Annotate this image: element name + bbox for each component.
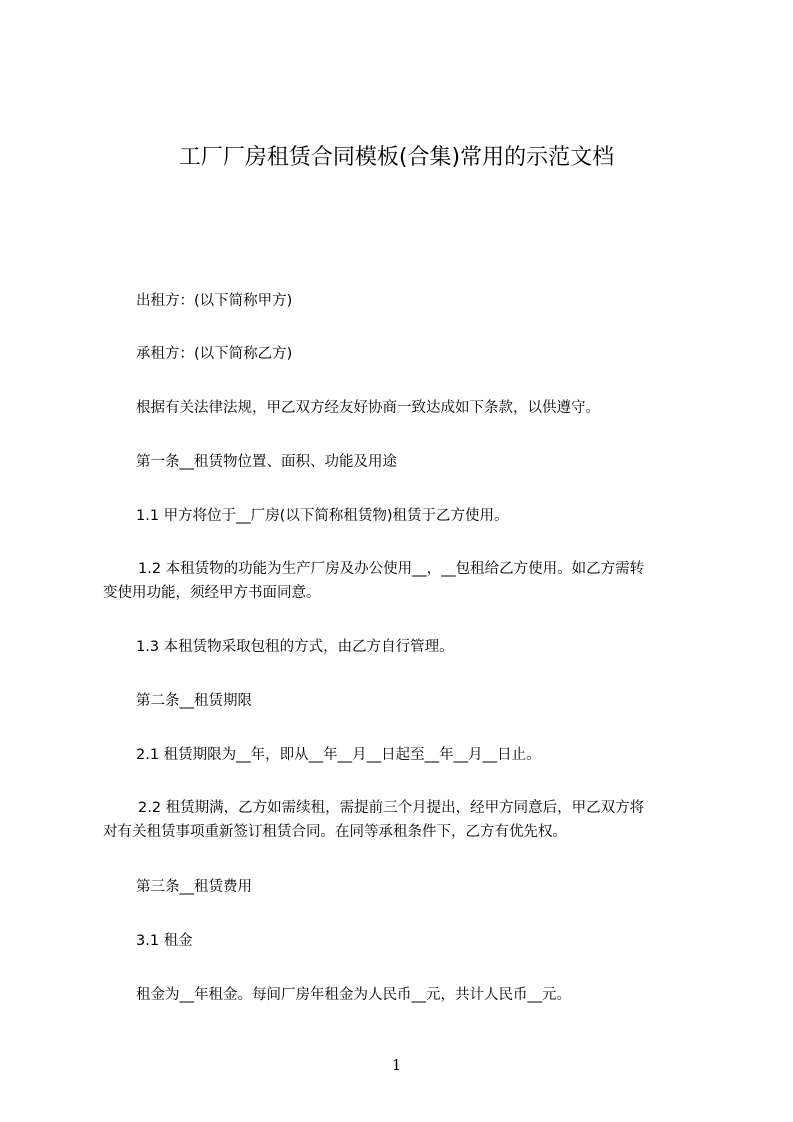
clause-2-2-line-2: 对有关租赁事项重新签订租赁合同。在同等承租条件下，乙方有优先权。 [103,824,567,840]
rent-paragraph: 租金为__年租金。每间厂房年租金为人民币__元，共计人民币__元。 [136,987,571,1003]
preamble-paragraph: 根据有关法律法规，甲乙双方经友好协商一致达成如下条款，以供遵守。 [136,400,600,416]
clause-2-1: 2.1 租赁期限为__年，即从__年__月__日起至__年__月__日止。 [136,747,541,763]
lessee-line: 承租方：(以下简称乙方) [136,346,293,362]
clause-3-1-heading: 3.1 租金 [136,933,193,949]
clause-1-2-line-2: 变使用功能，须经甲方书面同意。 [103,585,321,601]
article-1-heading: 第一条__租赁物位置、面积、功能及用途 [136,454,397,470]
clause-1-2-line-1: 1.2 本租赁物的功能为生产厂房及办公使用__，__包租给乙方使用。如乙方需转 [138,561,645,577]
page-number: 1 [391,1056,402,1074]
clause-1-1: 1.1 甲方将位于__厂房(以下简称租赁物)租赁于乙方使用。 [136,508,509,524]
clause-1-3: 1.3 本租赁物采取包租的方式，由乙方自行管理。 [136,639,454,655]
lessor-line: 出租方：(以下简称甲方) [136,293,293,309]
clause-2-2-line-1: 2.2 租赁期满，乙方如需续租，需提前三个月提出，经甲方同意后，甲乙双方将 [138,800,645,816]
article-3-heading: 第三条__租赁费用 [136,879,252,895]
document-title: 工厂厂房租赁合同模板(合集)常用的示范文档 [178,145,615,170]
article-2-heading: 第二条__租赁期限 [136,693,252,709]
